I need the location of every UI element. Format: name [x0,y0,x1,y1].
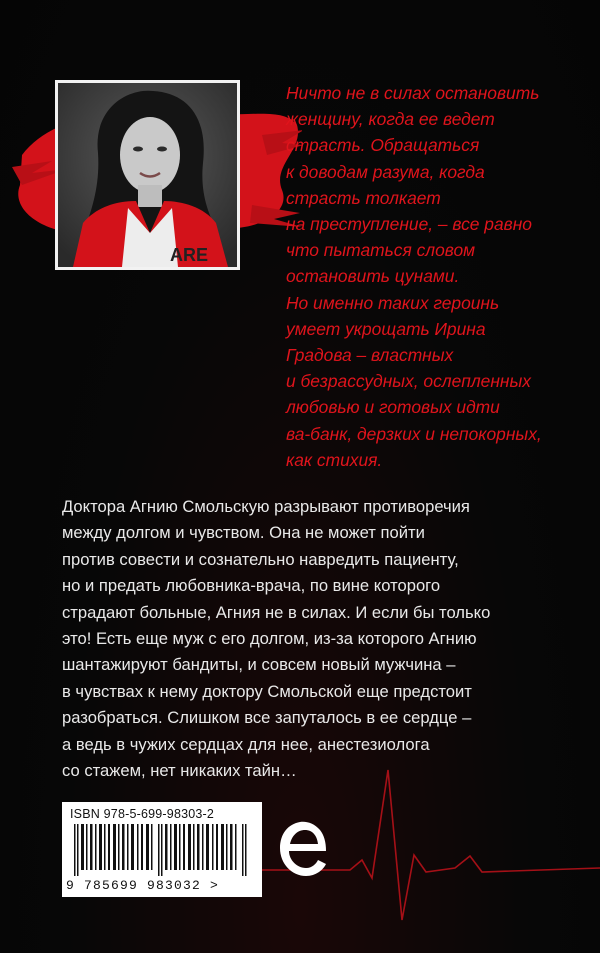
quote-line: страсть. Обращаться [286,135,480,156]
quote-line: как стихия. [286,449,383,470]
description-line: между долгом и чувством. Она не может пойти [62,523,425,543]
quote-line: к доводам разума, когда [286,161,485,182]
description-line: это! Есть еще муж с его долгом, из-за которого Агнию [62,629,477,649]
quote-line: женщину, когда ее ведет [286,109,495,130]
description-line: Доктора Агнию Смольскую разрывают противоречия [62,497,470,516]
barcode-bars-icon [72,824,252,876]
quote-line: что пытаться словом [286,240,476,261]
isbn-barcode [62,802,262,897]
quote-line: на преступление, – все равно [286,214,532,235]
quote-line: любовью и готовых идти [286,397,500,418]
description-line: против совести и сознательно навредить пациенту, [62,549,459,569]
description-line: но и предать любовника-врача, по вине которого [62,576,441,596]
barcode-digits: 9 785699 983032 > [66,878,220,893]
quote-line: умеет укрощать Ирина [286,318,486,339]
quote-line: Ничто не в силах остановить [286,83,540,103]
author-photo [55,80,240,270]
description-line: разобраться. Слишком все запуталось в ее сердце – [62,708,472,728]
description-line: шантажируют бандиты, и совсем новый мужчина – [62,655,456,675]
description-line: страдают больные, Агния не в силах. И если бы только [62,602,491,622]
isbn-number: ISBN 978-5-699-98303-2 [70,807,215,821]
quote-line: и безрассудных, ослепленных [286,371,531,392]
quote-line: ва-банк, дерзких и непокорных, [286,423,542,444]
book-description [62,494,592,784]
description-line: в чувствах к нему доктору Смольской еще предстоит [62,681,472,701]
shirt-text: ARE [170,245,209,265]
eksmo-logo-icon [276,818,330,880]
quote-line: Но именно таких героинь [286,292,500,313]
description-line: со стажем, нет никаких тайн… [62,761,297,781]
quote-line: остановить цунами. [286,266,460,287]
author-photo-icon [58,83,237,267]
quote-line: страсть толкает [286,187,441,208]
tagline-quote [286,80,586,473]
description-line: а ведь в чужих сердцах для нее, анестезиолога [62,734,430,754]
quote-line: Градова – властных [286,345,454,366]
